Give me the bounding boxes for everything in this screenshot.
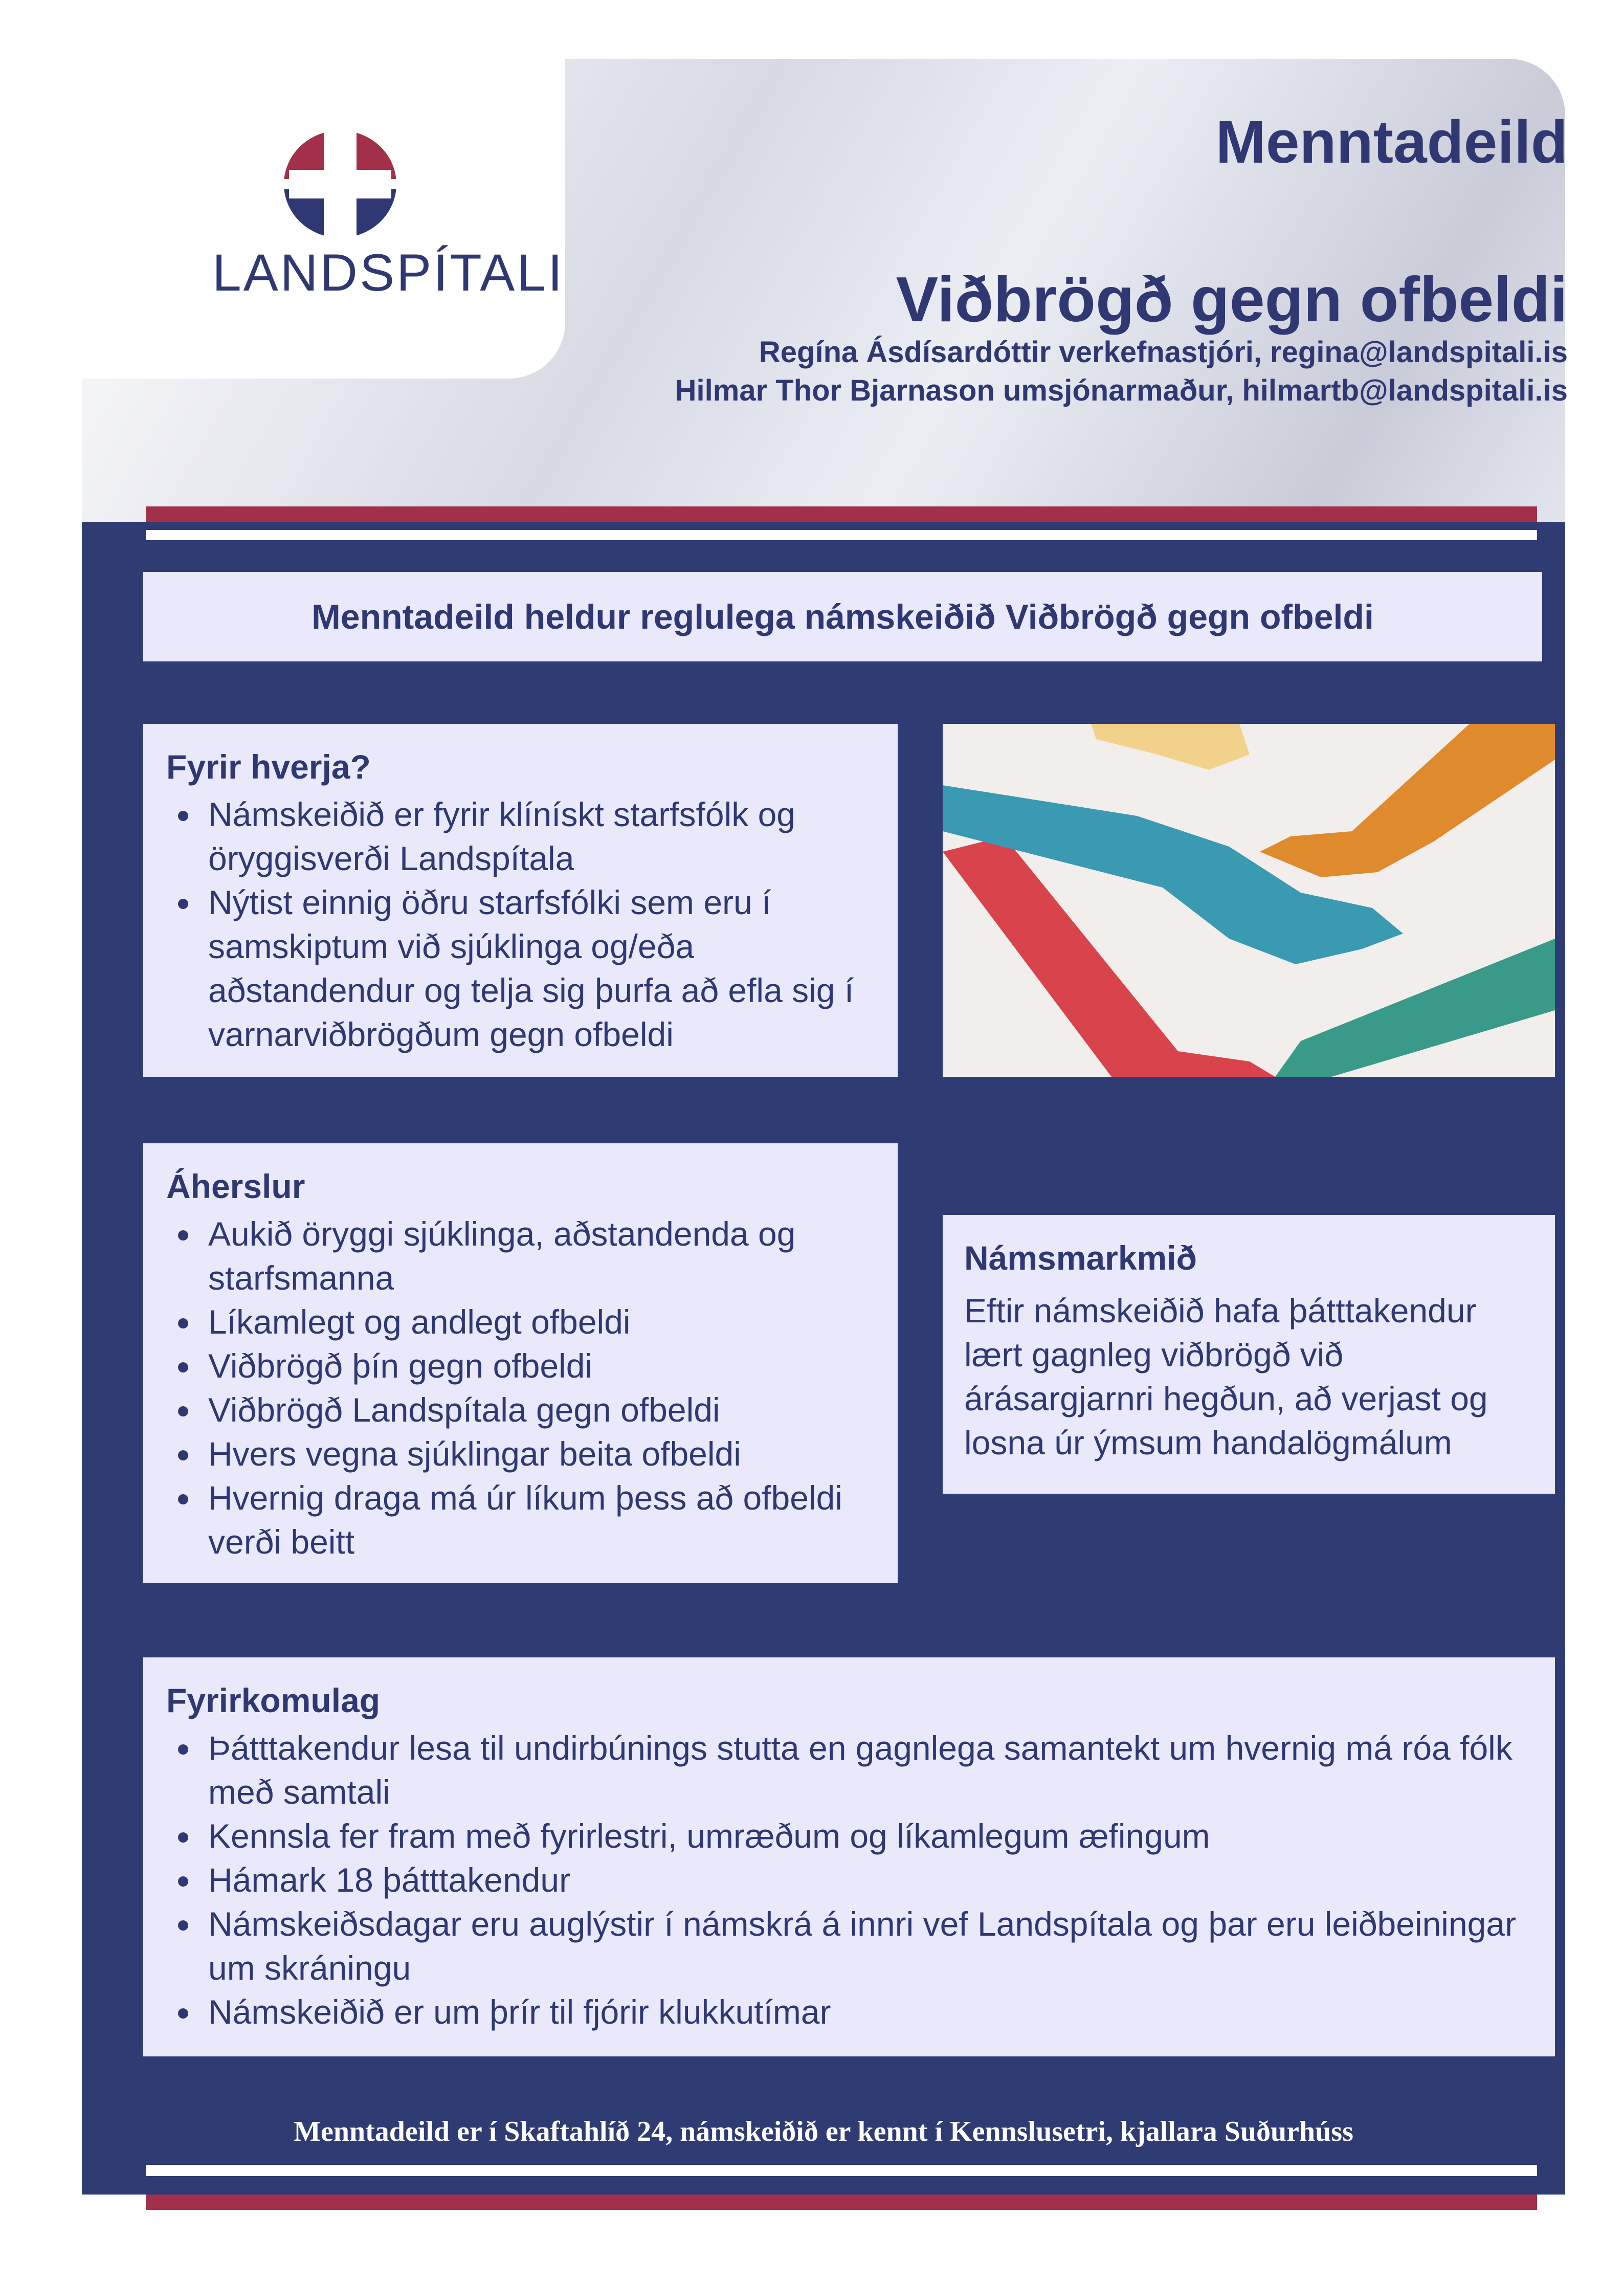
hands-image <box>943 724 1555 1077</box>
section-heading: Námsmarkmið <box>964 1239 1197 1277</box>
focus-list <box>166 1212 875 1564</box>
contact-line: Hilmar Thor Bjarnason umsjónarmaður, hilmartb@landspitali.is <box>675 374 1568 407</box>
section-heading: Fyrirkomulag <box>166 1681 381 1719</box>
page-title: Viðbrögð gegn ofbeldi <box>896 264 1568 335</box>
divider-stripe <box>146 530 1537 540</box>
section-heading: Áherslur <box>166 1167 305 1205</box>
divider-stripe <box>146 2165 1537 2176</box>
list-item: • Námskeiðið er um þrír til fjórir klukkutímar <box>202 1990 1532 2034</box>
list-item: • Nýtist einnig öðru starfsfólki sem eru í samskiptum við sjúklinga og/eða aðstandendur og telja sig þurfa að efla sig í varnarviðbrögðum gegn ofbeldi <box>202 880 875 1056</box>
department-title: Menntadeild <box>1215 108 1568 176</box>
list-item: • Hámark 18 þátttakendur <box>202 1858 1532 1902</box>
list-item: • Hvernig draga má úr líkum þess að ofbeldi verði beitt <box>202 1476 875 1564</box>
landspitali-cross-logo-icon <box>279 128 402 240</box>
list-item: • Námskeiðið er fyrir klínískt starfsfólk og öryggisverði Landspítala <box>202 792 875 880</box>
learning-goals-section <box>943 1215 1555 1494</box>
list-item: • Kennsla fer fram með fyrirlestri, umræðum og líkamlegum æfingum <box>202 1814 1532 1858</box>
goals-text: Eftir námskeiðið hafa þátttakendur lært gagnleg viðbrögð við árásargjarnri hegðun, að verjast og losna úr ýmsum handalögmálum <box>964 1292 1488 1462</box>
footer-location-note: Menntadeild er í Skaftahlíð 24, námskeiðið er kennt í Kennslusetri, kjallara Suðurhúss <box>294 2116 1353 2147</box>
list-item: • Þátttakendur lesa til undirbúnings stutta en gagnlega samantekt um hvernig má róa fólk með samtali <box>202 1726 1532 1814</box>
logo-wordmark: LANDSPÍTALI <box>212 243 565 302</box>
accent-stripe-top <box>146 506 1537 522</box>
list-item: • Aukið öryggi sjúklinga, aðstandenda og starfsmanna <box>202 1212 875 1300</box>
list-item: • Viðbrögð Landspítala gegn ofbeldi <box>202 1388 875 1432</box>
section-heading: Fyrir hverja? <box>166 748 371 786</box>
list-item: • Námskeiðsdagar eru auglýstir í námskrá á innri vef Landspítala og þar eru leiðbeiningar um skráningu <box>202 1902 1532 1990</box>
format-section <box>143 1657 1555 2056</box>
list-item: • Hvers vegna sjúklingar beita ofbeldi <box>202 1432 875 1476</box>
intro-banner: Menntadeild heldur reglulega námskeiðið Viðbrögð gegn ofbeldi <box>143 572 1542 661</box>
audience-section <box>143 724 898 1077</box>
list-item: • Líkamlegt og andlegt ofbeldi <box>202 1300 875 1344</box>
list-item: • Viðbrögð þín gegn ofbeldi <box>202 1344 875 1388</box>
accent-stripe-bottom <box>146 2195 1537 2210</box>
contact-line: Regína Ásdísardóttir verkefnastjóri, regina@landspitali.is <box>759 336 1568 369</box>
format-list <box>166 1726 1532 2034</box>
focus-section <box>143 1143 898 1583</box>
audience-list <box>166 792 875 1056</box>
hands-illustration <box>943 724 1555 1077</box>
